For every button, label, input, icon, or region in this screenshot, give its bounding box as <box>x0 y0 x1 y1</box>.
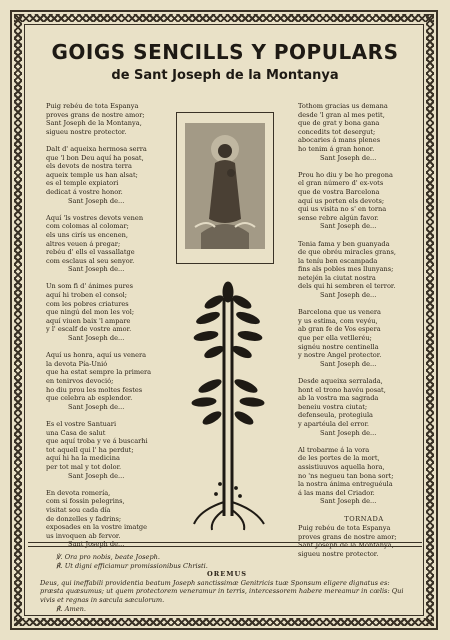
divider-rule-double <box>28 546 422 547</box>
verse-line: proves grans de nostre amor; <box>46 110 145 119</box>
verse-line: sigueu nostre protector. <box>46 127 127 136</box>
verse-line: aquí us porten els devots; <box>298 196 385 205</box>
verse-line: com les pobres criatures <box>46 299 129 308</box>
response: ℟. Ut digni efficiamur promissionibus Christi. <box>56 561 208 570</box>
verse-line: desde 'l gran al mes petit, <box>298 110 385 119</box>
prayer-text: Deus, qui ineffabili providentia beatum Joseph sanctissimæ Genitricis tuæ Sponsum eligere dignatus es: præsta quæsumus; ut quem protectorem veneramur in terris, intercessorem habere mereamur in cœlis: Qui vivis et regnas in sæcula sæculorum. <box>40 578 404 604</box>
verse-line: Sant Joseph de... <box>320 359 377 368</box>
verse-line: Puig rebéu de tota Espanya <box>298 524 391 533</box>
verse-line: en tenirvos devoció; <box>46 377 114 385</box>
verse-stanza <box>46 145 176 205</box>
verse-stanza <box>46 102 176 136</box>
divider-rule <box>28 542 422 543</box>
page-subtitle: de Sant Joseph de la Montanya <box>111 68 339 83</box>
verse-line: que ha estat sempre la primera <box>46 368 152 377</box>
tornada-heading: TORNADA <box>344 514 384 523</box>
verse-line: Tenia fama y ben guanyada <box>298 239 390 248</box>
verse-line: proves grans de nostre amor; <box>298 532 397 541</box>
verse-stanza <box>46 282 176 342</box>
verse-line: que ningú del mon les vol; <box>46 308 135 317</box>
verse-line: Aquí 'ls vostres devots venen <box>46 213 144 222</box>
verse-line: y us estima, com veyéu, <box>298 316 378 325</box>
verse-line: abocaries á mans plenes <box>298 136 381 145</box>
verse-line: que de grat y bona gana <box>298 119 380 128</box>
page-title: GOIGS SENCILLS Y POPULARS <box>51 40 399 64</box>
border-ornament-left <box>14 14 22 626</box>
verse-stanza <box>298 240 430 300</box>
verse-stanza <box>298 171 430 231</box>
verse-line: ab gran fe de Vos espera <box>298 325 381 334</box>
verse-line: ho tenim á gran honor. <box>298 144 375 153</box>
verse-stanza <box>298 308 430 368</box>
verse-stanza <box>46 351 176 411</box>
verse-line: els devots de nostra terra <box>46 162 132 171</box>
amen-response: ℟. Amen. <box>56 604 86 613</box>
border-ornament-top <box>14 14 434 22</box>
verse-line: Sant Joseph de... <box>68 471 125 480</box>
verse-line: que celebra ab esplendor. <box>46 394 133 403</box>
verse-line: que 'l bon Deu aquí ha posat, <box>46 153 144 162</box>
verse-line: el gran número d' ex-vots <box>298 179 384 188</box>
verse-line: us invoquen ab fervor. <box>46 531 121 540</box>
verse-line: sense rebre algún favor. <box>298 213 379 222</box>
verse-line: Sant Joseph de... <box>320 222 377 231</box>
verse-line: Un som fi d' ánimes pures <box>46 282 134 291</box>
border-ornament-bottom <box>14 618 434 626</box>
left-verse-column <box>46 102 176 557</box>
verse-line: els uns cirís us encenen, <box>46 230 128 239</box>
verse-line: y l' escalf de vostre amor. <box>46 325 132 334</box>
verse-line: Al trobarme á la vora <box>298 445 370 454</box>
verse-line: de que obréu miracles grans, <box>298 248 396 257</box>
verse-stanza <box>298 377 430 437</box>
prayer-block <box>40 553 414 613</box>
verse-line: Sant Joseph de... <box>68 265 125 274</box>
verse-line: que per ella vetlleréu; <box>298 334 372 343</box>
verse-line: es el temple expiatori <box>46 179 119 188</box>
verse-line: Tothom gracias us demana <box>298 102 388 110</box>
verse-line: Dalt d' aqueixa hermosa serra <box>46 144 147 153</box>
verse-line: Sant Joseph de... <box>320 497 377 506</box>
verse-line: per tot mal y tot dolor. <box>46 462 122 471</box>
verse-line: á las mans del Criador. <box>298 488 375 497</box>
verse-line: Sant Joseph de... <box>68 196 125 205</box>
verse-line: Sant Joseph de... <box>320 291 377 300</box>
verse-line: Sant Joseph de... <box>68 402 125 411</box>
verse-line: altres veuen á pregar; <box>46 239 121 248</box>
verse-line: tot aquell qui l' ha perdut; <box>46 445 134 454</box>
verse-line: netején la ciutat nostra <box>298 273 376 282</box>
verse-line: assistiuuvos aquella hora, <box>298 462 385 471</box>
right-verse-column <box>298 102 430 567</box>
saint-joseph-figure-icon <box>185 123 265 249</box>
verse-stanza <box>46 214 176 274</box>
verse-line: Aquí us honra, aquí us venera <box>46 351 147 360</box>
engraving-image <box>185 123 265 249</box>
verse-stanza <box>46 420 176 480</box>
verse-line: qui us visita no s' en torna <box>298 205 387 214</box>
verse-line: Puig rebéu de tota Espanya <box>46 102 139 110</box>
verse-line: dedicat á vostre honor. <box>46 187 123 196</box>
verse-line: defenseula, protegiula <box>298 411 373 420</box>
verse-line: Sant Joseph de la Montanya, <box>46 119 142 128</box>
verse-stanza <box>298 102 430 162</box>
verse-line: rebéu d' ells el vassallatge <box>46 248 135 257</box>
verse-line: beneiu vostra ciutat; <box>298 402 368 411</box>
verse-line: aquí hi ha la medicina <box>46 454 120 463</box>
verse-stanza <box>46 489 176 549</box>
verse-line: concedits tot desergut; <box>298 127 376 136</box>
verse-line: Desde aqueixa serralada, <box>298 377 383 385</box>
verse-line: no 'ns negueu tan bona sort; <box>298 471 394 480</box>
verse-line: de les portes de la mort, <box>298 454 380 463</box>
verse-line: com colomas al colomar; <box>46 222 129 231</box>
verse-line: dels qui hi sembren el terror. <box>298 282 396 291</box>
verse-line: una Casa de salut <box>46 428 106 437</box>
verse-line: fins als pobles mes llunyans; <box>298 265 394 274</box>
verse-line: aqueix temple us han alsat; <box>46 170 138 179</box>
verse-line: Sant Joseph de... <box>320 153 377 162</box>
verse-line: la teníu ben escampada <box>298 256 378 265</box>
verse-line: exposades en la vostre imatge <box>46 523 148 532</box>
verse-line: la devota Pía-Unió <box>46 359 108 368</box>
verse-line: Sant Joseph de... <box>68 540 125 549</box>
verse-line: aquí hi troben el consol; <box>46 291 127 300</box>
verse-line: que de vostra Barcelona <box>298 187 380 196</box>
verse-line: que aquí troba y ve á buscarhi <box>46 437 148 446</box>
lily-tree-ornament <box>180 278 280 538</box>
verse-line: ho diu prou les moltes festes <box>46 385 143 394</box>
verse-line: Sant Joseph de... <box>68 334 125 343</box>
verse-line: sigueu nostre protector. <box>298 549 379 558</box>
verse-line: Prou ho diu y be ho pregona <box>298 170 393 179</box>
verse-line: En devota romería, <box>46 488 111 497</box>
verse-line: signéu nostre centinella <box>298 342 379 351</box>
verse-line: Sant Joseph de... <box>320 428 377 437</box>
verse-line: Sant Joseph de la Montanya, <box>298 541 394 550</box>
oremus-heading: OREMUS <box>206 570 248 579</box>
versicle: ℣. Ora pro nobis, beate Joseph. <box>56 553 161 561</box>
verse-line: y apartéula del error. <box>298 419 370 428</box>
verse-line: ab la vostra ma sagrada <box>298 394 379 403</box>
verse-line: com esclaus al seu senyor. <box>46 256 135 265</box>
verse-stanza <box>298 446 430 506</box>
verse-line: Es el vostre Santuari <box>46 419 117 428</box>
verse-line: la nostra ánima entreguéula <box>298 480 393 489</box>
verse-line: aquí viuen baix 'l ampare <box>46 316 131 325</box>
verse-line: Barcelona que us venera <box>298 308 381 317</box>
verse-line: hont el trono havéu posat, <box>298 385 386 394</box>
verse-line: com si fossin pelegrins, <box>46 497 125 506</box>
saint-joseph-engraving <box>176 112 274 264</box>
verse-line: y nostre Angel protector. <box>298 351 382 360</box>
verse-line: de donzelles y fadrins; <box>46 514 122 523</box>
verse-line: visitat sou cada día <box>46 505 111 514</box>
